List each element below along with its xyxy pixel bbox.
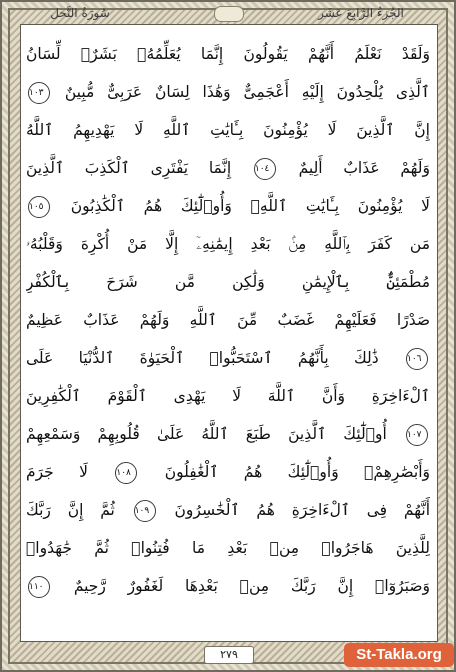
verse-line-14 — [26, 530, 430, 566]
verse-text: لَا جَرَمَ — [26, 463, 88, 481]
verse-text: إِنَّ ٱلَّذِينَ لَا يُؤْمِنُونَ بِـَٔايَٰتِ ٱللَّهِ لَا يَهْدِيهِمُ ٱللَّهُ — [26, 121, 430, 139]
verse-text: مُطْمَئِنٌّۢ بِٱلْإِيمَٰنِ وَلَٰكِن مَّن شَرَحَ بِٱلْكُفْرِ — [26, 273, 430, 291]
verse-line-4 — [26, 150, 430, 186]
juz-name: الجُزءُ الرَّابِعَ عَشَر — [318, 6, 404, 20]
verse-line-8 — [26, 302, 430, 338]
verse-text: وَلَهُمْ عَذَابٌ أَلِيمٌ — [298, 159, 430, 177]
verse-line-3 — [26, 112, 430, 148]
verse-line-5 — [26, 188, 430, 224]
verse-text: لَا يُؤْمِنُونَ بِـَٔايَٰتِ ٱللَّهِۖ وَأُو۟لَٰٓئِكَ هُمُ ٱلْكَٰذِبُونَ — [70, 197, 430, 215]
verse-line-7 — [26, 264, 430, 300]
ayah-number-marker: ١٠٩ — [134, 500, 156, 522]
verse-text: إِنَّمَا يَفْتَرِى ٱلْكَذِبَ ٱلَّذِينَ — [26, 159, 232, 177]
verse-line-6 — [26, 226, 430, 262]
verse-line-13 — [26, 492, 430, 528]
sura-name: سُورَةُ النَّحل — [50, 6, 110, 20]
ayah-number-marker: ١٠٤ — [254, 158, 276, 180]
ayah-number-marker: ١٠٨ — [115, 462, 137, 484]
verse-text: مَن كَفَرَ بِٱللَّهِ مِنۢ بَعْدِ إِيمَٰنِهِۦٓ إِلَّا مَنْ أُكْرِهَ وَقَلْبُهُۥ — [26, 235, 430, 253]
verse-text: أَنَّهُمْ فِى ٱلْءَاخِرَةِ هُمُ ٱلْخَٰسِرُونَ — [174, 501, 430, 519]
verse-line-12 — [26, 454, 430, 490]
page-number: ٢٧٩ — [204, 646, 254, 664]
verse-line-1 — [26, 36, 430, 72]
ayah-number-marker: ١٠٧ — [406, 424, 428, 446]
verse-line-9 — [26, 340, 430, 376]
verse-line-15 — [26, 568, 430, 604]
site-watermark: St-Takla.org — [344, 643, 454, 667]
verse-text: أُو۟لَٰٓئِكَ ٱلَّذِينَ طَبَعَ ٱللَّهُ عَلَىٰ قُلُوبِهِمْ وَسَمْعِهِمْ — [26, 425, 387, 443]
verse-text: لِلَّذِينَ هَاجَرُوا۟ مِنۢ بَعْدِ مَا فُتِنُوا۟ ثُمَّ جَٰهَدُوا۟ — [26, 539, 430, 557]
verse-text: ذَٰلِكَ بِأَنَّهُمُ ٱسْتَحَبُّوا۟ ٱلْحَيَوٰةَ ٱلدُّنْيَا عَلَى — [26, 349, 379, 367]
verse-text: ٱلَّذِى يُلْحِدُونَ إِلَيْهِ أَعْجَمِىٌّ وَهَٰذَا لِسَانٌ عَرَبِىٌّ مُّبِينٌ — [64, 83, 430, 101]
verse-text: ثُمَّ إِنَّ رَبَّكَ — [26, 501, 115, 519]
verse-text: ٱلْءَاخِرَةِ وَأَنَّ ٱللَّهَ لَا يَهْدِى ٱلْقَوْمَ ٱلْكَٰفِرِينَ — [26, 387, 430, 405]
ayah-number-marker: ١١٠ — [28, 576, 50, 598]
verse-line-10 — [26, 378, 430, 414]
verse-text: وَأَبْصَٰرِهِمْۖ وَأُو۟لَٰٓئِكَ هُمُ ٱلْغَٰفِلُونَ — [164, 463, 430, 481]
verse-text: صَدْرًا فَعَلَيْهِمْ غَضَبٌ مِّنَ ٱللَّهِ وَلَهُمْ عَذَابٌ عَظِيمٌ — [26, 311, 430, 329]
verse-line-2 — [26, 74, 430, 110]
verse-text: وَصَبَرُوٓا۟ إِنَّ رَبَّكَ مِنۢ بَعْدِهَا لَغَفُورٌ رَّحِيمٌ — [73, 577, 430, 595]
ayah-number-marker: ١٠٥ — [28, 196, 50, 218]
verse-line-11 — [26, 416, 430, 452]
header-medallion-icon — [214, 6, 244, 22]
verse-text: وَلَقَدْ نَعْلَمُ أَنَّهُمْ يَقُولُونَ إِنَّمَا يُعَلِّمُهُۥ بَشَرٌۗ لِّسَانُ — [26, 45, 430, 63]
ayah-number-marker: ١٠٣ — [28, 82, 50, 104]
ayah-number-marker: ١٠٦ — [406, 348, 428, 370]
